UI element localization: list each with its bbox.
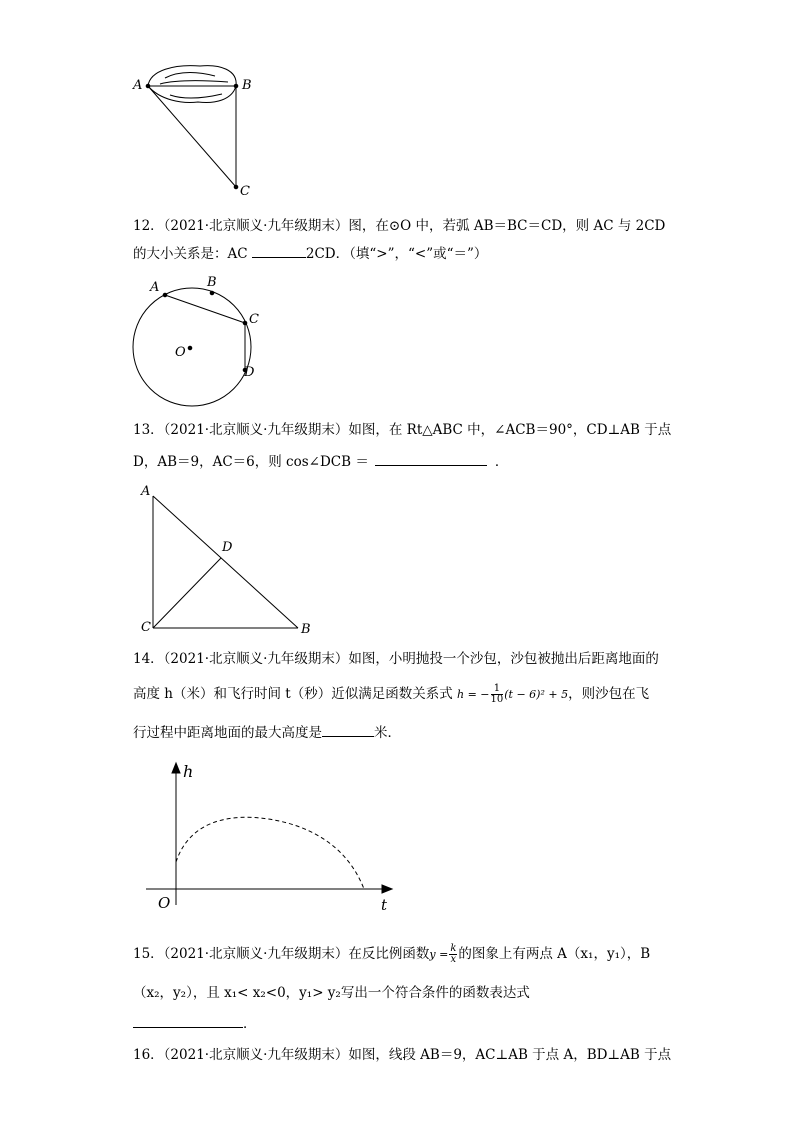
triangle-label-d: D <box>222 540 233 555</box>
t-axis-arrow <box>382 885 392 893</box>
q13-line2-suffix: ． <box>494 454 509 470</box>
q16-line1: 16．（2021·北京顺义·九年级期末）如图，线段 AB＝9，AC⊥AB 于点 A，BD⊥AB 于点 <box>133 1047 672 1063</box>
q13-line2-prefix: D，AB＝9，AC＝6，则 cos∠DCB ＝ <box>133 454 369 470</box>
center-point <box>188 346 192 350</box>
q14-formula-fraction <box>491 684 504 705</box>
trajectory-curve <box>176 817 364 889</box>
q14-line2-suffix: ，则沙包在飞 <box>568 686 650 702</box>
lake-triangle-figure <box>146 66 238 189</box>
circle-label-b: B <box>207 275 217 290</box>
q14-line3 <box>133 722 401 743</box>
q15-line1 <box>133 944 650 965</box>
q14-formula-rhs: (t − 6)² + 5 <box>504 688 569 701</box>
chord-ac <box>165 295 245 323</box>
q15-formula-den: x <box>450 954 457 965</box>
q14-line1: 14．（2021·北京顺义·九年级期末）如图，小明抛投一个沙包，沙包被抛出后距离地面的 <box>133 651 659 667</box>
q15-line3 <box>133 1013 257 1034</box>
h-axis-arrow <box>172 763 180 773</box>
circle-figure <box>133 288 251 406</box>
graph-label-t: t <box>381 896 388 914</box>
q12-line2 <box>133 243 487 264</box>
q15-line1-prefix: 15．（2021·北京顺义·九年级期末）在反比例函数 <box>133 946 430 962</box>
q14-line2-prefix: 高度 h（米）和飞行时间 t（秒）近似满足函数关系式 <box>133 686 453 702</box>
circle-label-a: A <box>150 280 160 295</box>
q14-formula-den: 10 <box>490 694 504 705</box>
triangle-label-b: B <box>301 622 311 637</box>
segment-ab <box>153 496 298 628</box>
q14-line3-prefix: 行过程中距离地面的最大高度是 <box>133 725 322 741</box>
triangle-label-a: A <box>141 484 151 499</box>
q12-answer-blank[interactable] <box>252 243 306 258</box>
point-label-c: C <box>240 184 250 199</box>
lake-texture <box>160 73 228 98</box>
q15-answer-blank[interactable] <box>133 1013 243 1028</box>
q12-line2-prefix: 的大小关系是：AC <box>133 246 252 262</box>
q13-line1: 13．（2021·北京顺义·九年级期末）如图，在 Rt△ABC 中，∠ACB＝90°，CD⊥AB 于点 <box>133 422 672 438</box>
circle-label-o: O <box>175 345 186 360</box>
point-label-b: B <box>242 78 252 93</box>
q14-formula-num: 1 <box>491 684 504 695</box>
graph-label-o: O <box>158 894 171 912</box>
q14-formula-lhs: h = − <box>457 688 490 701</box>
q15-formula-lhs: y = <box>429 948 449 961</box>
graph-label-h: h <box>183 762 194 781</box>
q15-line3-suffix: ． <box>243 1016 257 1032</box>
triangle-label-c: C <box>141 620 151 635</box>
q15-line1-suffix: 的图象上有两点 A（x₁，y₁），B <box>458 946 651 962</box>
q12-line1: 12．（2021·北京顺义·九年级期末）图，在⊙O 中，若弧 AB＝BC＝CD，则 AC 与 2CD <box>133 218 666 234</box>
parabola-graph <box>146 763 392 905</box>
segment-ac <box>148 86 236 187</box>
q14-line2 <box>133 684 649 705</box>
q12-line2-suffix: 2CD．（填“>”，“<”或“＝”） <box>305 246 488 262</box>
circle-label-d: D <box>244 365 255 380</box>
q13-line2 <box>133 451 508 472</box>
q15-line2: （x₂，y₂），且 x₁< x₂<0，y₁> y₂写出一个符合条件的函数表达式 <box>133 985 530 1001</box>
q15-formula-fraction <box>449 944 457 965</box>
circle-label-c: C <box>249 312 259 327</box>
segment-cd <box>153 558 221 628</box>
right-triangle-figure <box>153 496 298 628</box>
q14-line3-suffix: 米． <box>374 725 401 741</box>
q14-answer-blank[interactable] <box>322 722 374 737</box>
q13-answer-blank[interactable] <box>375 451 487 466</box>
point-label-a: A <box>133 78 143 93</box>
q15-formula-num: k <box>450 943 457 954</box>
